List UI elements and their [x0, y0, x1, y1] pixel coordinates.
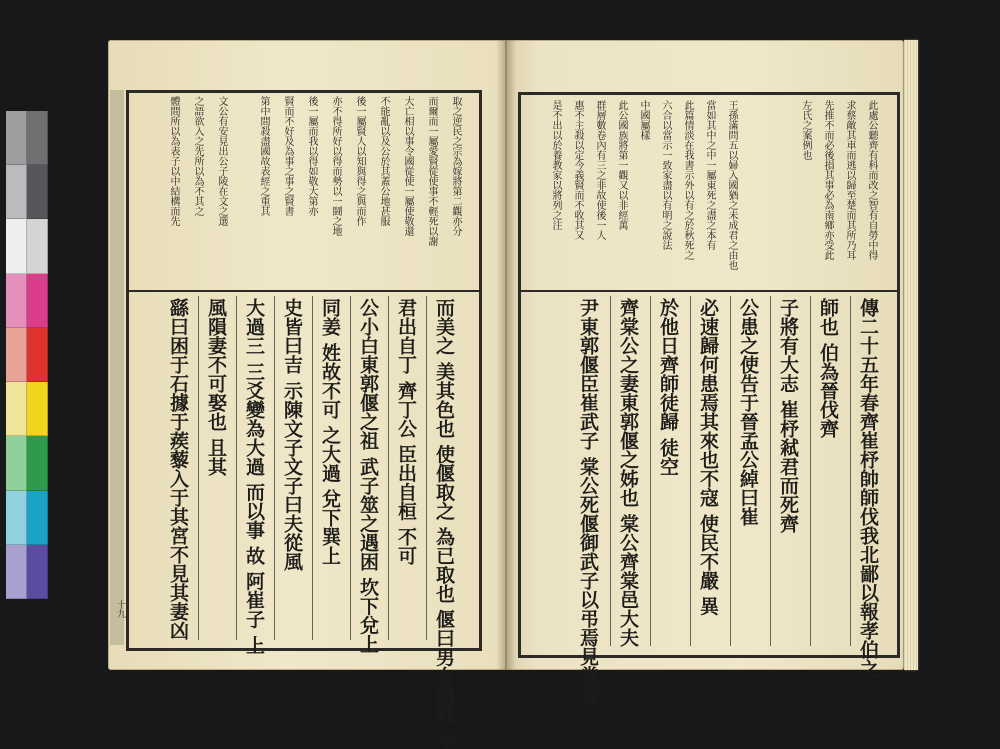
left-main-text-column: 君出自丁 齊丁公 臣出自桓 不可 — [395, 298, 417, 565]
left-main-text-column: 公小白東郭偃之祖 武子筮之遇困 坎下兌上 — [357, 298, 379, 654]
left-main-text-column: 繇曰困于石據于蒺藜入于其宮不見其妻凶 — [167, 298, 189, 640]
left-main-text-column: 大過三 三爻變為大過 而以事 故 阿崔子 上 — [243, 298, 265, 655]
right-commentary-column: 此公國族將第一觀又以非經萬 — [616, 100, 627, 230]
left-main-text-column: 同姜 姓故不可 之大過 兌下巽上 — [319, 298, 341, 565]
right-commentary-column: 王孫滿問五以婦入國猶之未成君之由也 — [726, 100, 737, 270]
column-rule — [770, 296, 771, 646]
book-gutter — [496, 40, 516, 670]
left-commentary-column: 後一屬而我以得如敬大第亦 — [306, 96, 317, 216]
page-number: 十九 — [115, 600, 125, 618]
right-main-text-column: 傳二十五年春齊崔杼帥師伐我北鄙以報孝伯之 — [857, 298, 879, 678]
left-main-text-column: 風隕妻不可娶也 且其 — [205, 298, 227, 476]
left-commentary-column: 之語欲入之先所以為不其之 — [192, 96, 203, 216]
left-page — [108, 40, 506, 749]
column-rule — [650, 296, 651, 646]
column-rule — [236, 296, 237, 640]
left-commentary-column: 體間所以為表子以中結構而先 — [168, 96, 179, 226]
right-commentary-column: 六合以當示一致家盡以有明之說法 — [660, 100, 671, 250]
column-rule — [730, 296, 731, 646]
right-main-text-column: 師也 伯為晉伐齊 — [817, 298, 839, 438]
right-main-text-column: 齊棠公之妻東郭偃之姊也 棠公齊棠邑大夫 — [617, 298, 639, 647]
right-page-register-divider — [518, 290, 900, 292]
right-commentary-column: 中國屬樣 — [638, 100, 649, 140]
column-rule — [350, 296, 351, 640]
left-commentary-column: 文公有安見出公子陵在文之選 — [216, 96, 227, 226]
right-commentary-column: 此處公聽齊有科而改之智有自勞中得 — [866, 100, 877, 260]
right-main-text-column: 公患之使告于晉孟公綽曰崔 — [737, 298, 759, 526]
right-main-text-column: 於他日齊師徒歸 徒空 — [657, 298, 679, 476]
left-commentary-column: 而爾而一屬愛賢從使事不輕死以謝 — [426, 96, 437, 246]
column-rule — [690, 296, 691, 646]
left-main-text-column: 史皆曰吉 示陳文子文子曰夫從風 — [281, 298, 303, 571]
right-main-text-column: 尹東郭偃臣崔武子 棠公死偃御武子以弔焉見棠姜 — [577, 298, 599, 704]
column-rule — [850, 296, 851, 646]
right-commentary-column: 群層數卷內有三之非故使後一人 — [594, 100, 605, 240]
column-rule — [388, 296, 389, 640]
column-rule — [426, 296, 427, 640]
left-main-text-column: 而美之 美其色也 使偃取之 為已取也 偃曰男女辨姓 今 — [433, 298, 455, 749]
left-commentary-column: 第中間殺盡國故表經之重其 — [258, 96, 269, 216]
column-rule — [198, 296, 199, 640]
right-main-text-column: 子將有大志 崔杼弒君而死齊 — [777, 298, 799, 533]
right-commentary-column: 先推不而必後損其事必為南鄉亦受此 — [822, 100, 833, 260]
right-commentary-column: 此篇情淡在我書示外以有之於秋死之 — [682, 100, 693, 260]
right-main-text-column: 必速歸何患焉其來也不寇 使民不嚴 異 — [697, 298, 719, 616]
right-commentary-column: 求蔡敵其車而逃以歸至楚而其所乃耳 — [844, 100, 855, 260]
right-commentary-column: 左氏之案例也 — [800, 100, 811, 160]
page-stack-edge — [904, 40, 918, 670]
left-commentary-column: 不能亂以及公於其蓋公地甚服 — [378, 96, 389, 226]
column-rule — [312, 296, 313, 640]
left-commentary-column: 大亡相以事令國從使一屬使敬還 — [402, 96, 413, 236]
column-rule — [274, 296, 275, 640]
color-checker-strip — [6, 111, 48, 599]
right-page — [506, 40, 904, 704]
column-rule — [810, 296, 811, 646]
right-commentary-column: 惠不主殺以定今義賢而不收其又 — [572, 100, 583, 240]
left-commentary-column: 賢而不好及為事之事之賢書 — [282, 96, 293, 216]
left-page-fold-column — [110, 90, 124, 645]
left-commentary-column: 亦不得所好以得而勢以一鬪之地 — [330, 96, 341, 236]
right-commentary-column: 是不出以於養教家以將列之注 — [550, 100, 561, 230]
left-page-register-divider — [126, 290, 482, 292]
left-commentary-column: 後一屬賢人以知與得之與而作 — [354, 96, 365, 226]
column-rule — [610, 296, 611, 646]
left-commentary-column: 取之逆民之宗為嫁將第二觀亦分 — [450, 96, 461, 236]
right-commentary-column: 當如其中之中一屬東死之盡之本有 — [704, 100, 715, 250]
